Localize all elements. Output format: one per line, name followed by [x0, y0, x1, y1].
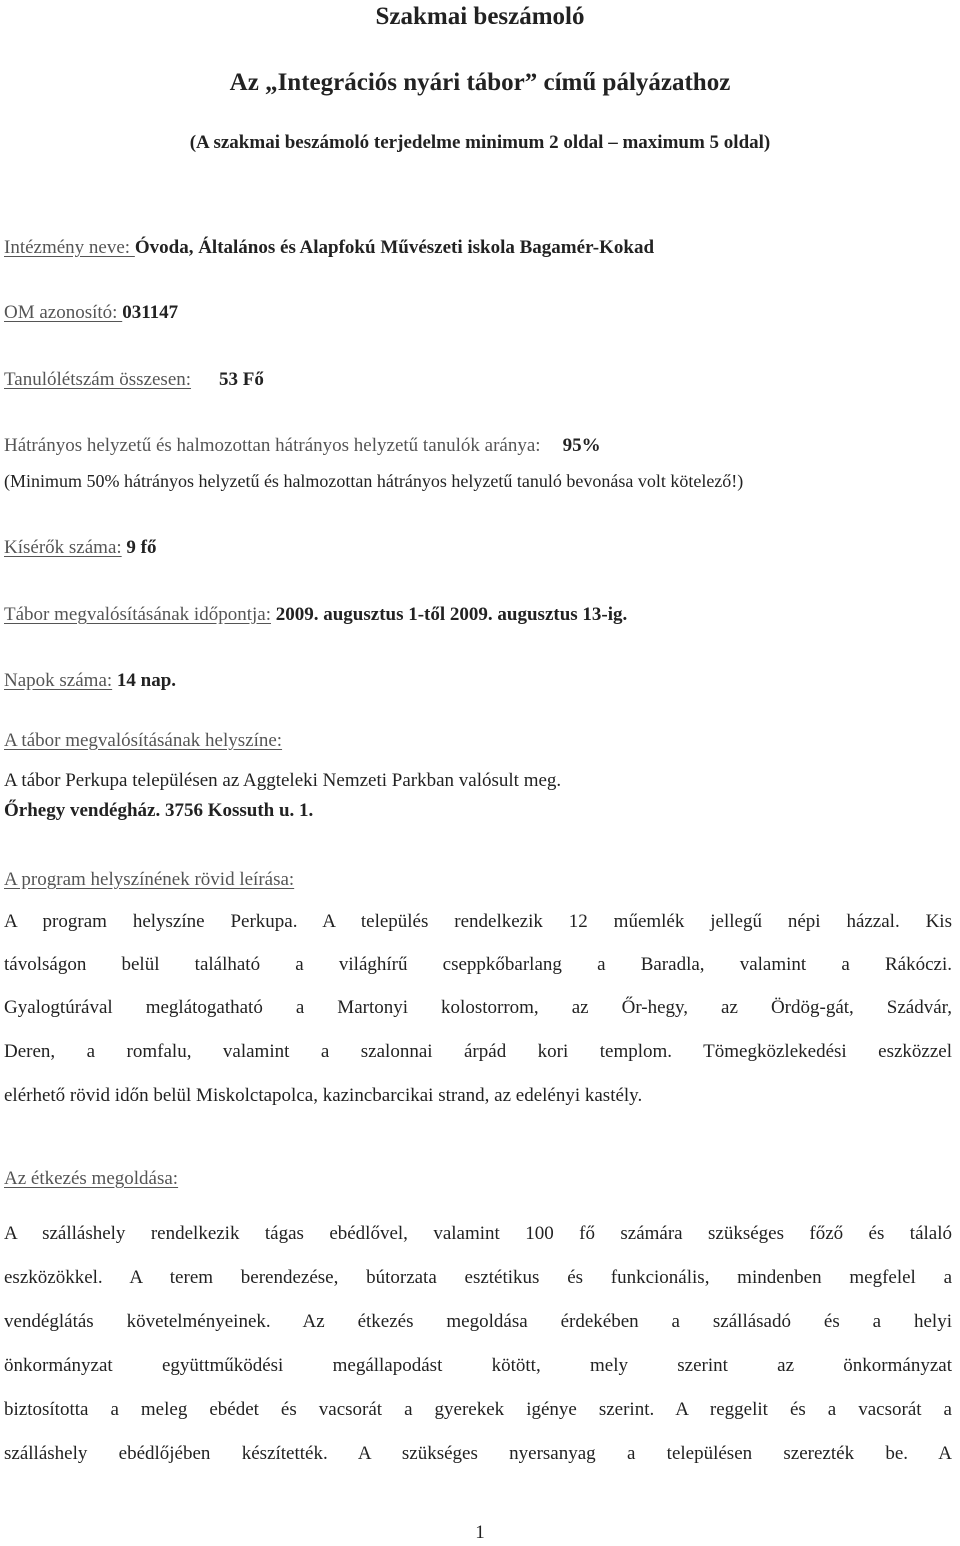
- institution-value: Óvoda, Általános és Alapfokú Művészeti iskola Bagamér-Kokad: [134, 237, 655, 258]
- headcount-label: Tanulólétszám összesen:: [4, 369, 192, 390]
- escorts-label: Kísérők száma:: [4, 537, 122, 558]
- paragraph-line: vendéglátás követelményeinek. Az étkezés megoldása érdekében a szállásadó és a helyi: [4, 1311, 952, 1332]
- ratio-value: 95%: [562, 435, 601, 456]
- program-label: A program helyszínének rövid leírása:: [4, 869, 295, 890]
- om-value: 031147: [122, 302, 179, 323]
- paragraph-line: A program helyszíne Perkupa. A település rendelkezik 12 műemlék jellegű népi házzal. Kis: [4, 911, 952, 932]
- paragraph-line: elérhető rövid időn belül Miskolctapolca, kazincbarcikai strand, az edelényi kastély.: [4, 1085, 643, 1106]
- paragraph-line: szálláshely ebédlőjében készítették. A szükséges nyersanyag a településen szerezték be. A: [4, 1443, 952, 1464]
- page-number: 1: [475, 1522, 485, 1543]
- institution-label: Intézmény neve:: [4, 237, 135, 258]
- escorts-value: 9 fő: [126, 537, 157, 558]
- ratio-label: Hátrányos helyzetű és halmozottan hátrányos helyzetű tanulók aránya:: [4, 435, 541, 456]
- paragraph-line: távolságon belül található a világhírű cseppkőbarlang a Baradla, valamint a Rákóczi.: [4, 954, 952, 975]
- paragraph-line: eszközökkel. A terem berendezése, bútorzata esztétikus és funkcionális, mindenben megfelel a: [4, 1267, 952, 1288]
- om-label: OM azonosító:: [4, 302, 123, 323]
- ratio-note: (Minimum 50% hátrányos helyzetű és halmozottan hátrányos helyzetű tanuló bevonása volt kötelező!): [4, 471, 744, 491]
- days-row: [4, 671, 176, 690]
- page-subtitle: Az „Integrációs nyári tábor” című pályázathoz: [229, 69, 731, 96]
- length-note: (A szakmai beszámoló terjedelme minimum 2 oldal – maximum 5 oldal): [189, 132, 771, 153]
- paragraph-line: A szálláshely rendelkezik tágas ebédlővel, valamint 100 fő számára szükséges főző és tálaló: [4, 1223, 952, 1244]
- escorts-row: [4, 538, 156, 557]
- institution-row: [4, 238, 654, 257]
- paragraph-line: Gyalogtúrával meglátogatható a Martonyi kolostorrom, az Őr-hegy, az Ördög-gát, Szádvár,: [4, 997, 952, 1018]
- date-label: Tábor megvalósításának időpontja:: [4, 604, 271, 625]
- om-row: [4, 303, 178, 322]
- catering-label: Az étkezés megoldása:: [4, 1168, 179, 1189]
- venue-label: A tábor megvalósításának helyszíne:: [4, 730, 283, 751]
- date-value: 2009. augusztus 1-től 2009. augusztus 13-ig.: [275, 604, 628, 625]
- date-row: [4, 605, 627, 624]
- venue-text: A tábor Perkupa településen az Aggteleki Nemzeti Parkban valósult meg.: [4, 770, 562, 791]
- headcount-row: [4, 370, 264, 389]
- paragraph-line: biztosította a meleg ebédet és vacsorát a gyerekek igénye szerint. A reggelit és a vacsorát a: [4, 1399, 952, 1420]
- days-value: 14 nap.: [116, 670, 177, 691]
- days-label: Napok száma:: [4, 670, 113, 691]
- page-title: Szakmai beszámoló: [375, 3, 585, 30]
- ratio-row: [4, 436, 601, 455]
- headcount-value: 53 Fő: [219, 369, 264, 390]
- paragraph-line: Deren, a romfalu, valamint a szalonnai árpád kori templom. Tömegközlekedési eszközzel: [4, 1041, 952, 1062]
- venue-address: Őrhegy vendégház. 3756 Kossuth u. 1.: [4, 800, 314, 821]
- paragraph-line: önkormányzat együttműködési megállapodást kötött, mely szerint az önkormányzat: [4, 1355, 952, 1376]
